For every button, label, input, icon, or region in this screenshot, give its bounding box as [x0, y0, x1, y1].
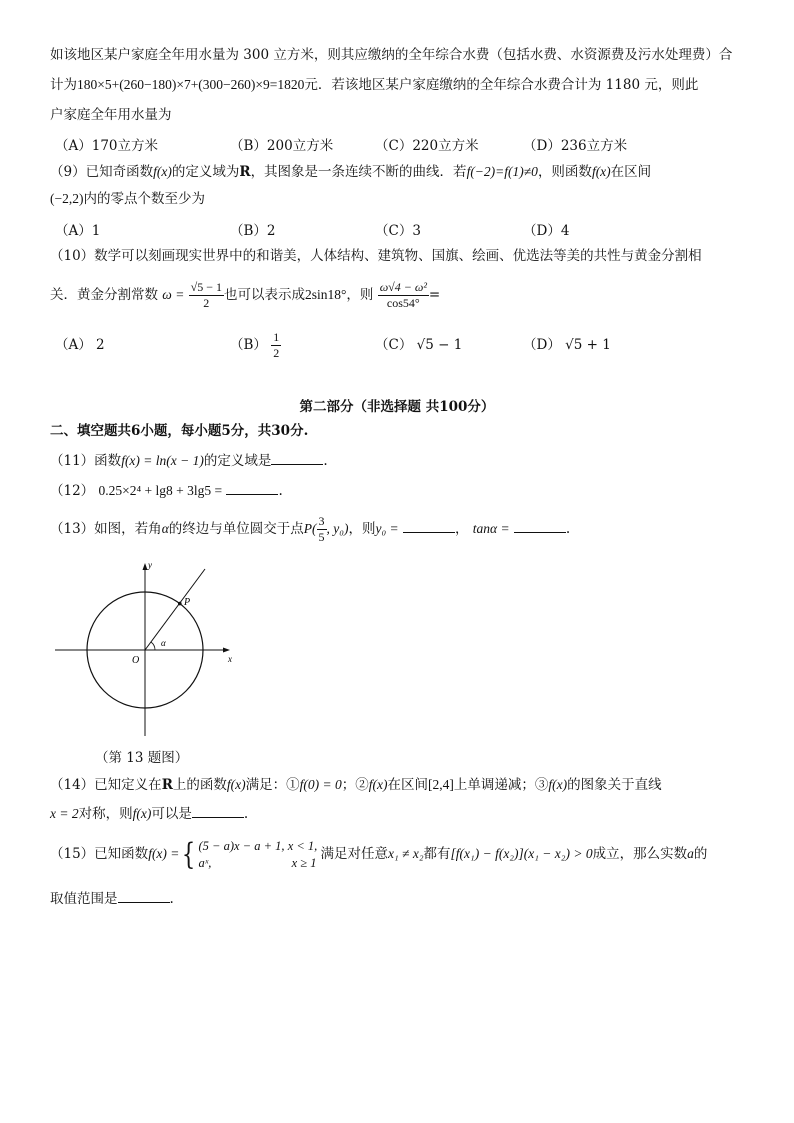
q8-line1: 如该地区某户家庭全年用水量为 300 立方米，则其应缴纳的全年综合水费（包括水费、水资源费及污水处理费）合	[50, 47, 733, 63]
q15-line1: （15）已知函数f(x) ={ (5 − a)x − a + 1, x < 1, aˣ, x ≥ 1 满足对任意x₁ ≠ x₂都有[f(x₁) − f(x₂)](x₁ − x₂) > 0成立，那么实数a的	[50, 836, 708, 872]
q15-answer-blank[interactable]	[118, 890, 170, 903]
q10-option-a[interactable]: （A） 2	[55, 337, 105, 353]
unit-circle-figure	[52, 560, 242, 740]
y-axis-arrow	[143, 563, 148, 570]
q10-option-c[interactable]: （C） √5 − 1	[375, 337, 463, 353]
q8-option-d[interactable]: （D）236立方米	[523, 138, 628, 154]
q10-expression-fraction: $\frac{\text{ω√4 − ω²}}{\cos 54^\circ}$	[379, 280, 427, 310]
q8-line3: 户家庭全年用水量为	[50, 107, 172, 123]
q8-option-a[interactable]: （A）170立方米	[55, 138, 159, 154]
figure-caption: （第 13 题图）	[95, 750, 189, 766]
q12-answer-blank[interactable]	[226, 482, 278, 495]
angle-alpha-label: α	[161, 638, 166, 648]
q14-line2: x = 2对称，则f(x)可以是 .	[50, 806, 249, 822]
q14-answer-blank[interactable]	[192, 805, 244, 818]
q10-line1: （10）数学可以刻画现实世界中的和谐美，人体结构、建筑物、国旗、绘画、优选法等美的共性与黄金分割相	[50, 248, 702, 264]
angle-arc	[151, 642, 155, 650]
q14-line1: （14）已知定义在R上的函数f(x)满足：①f(0) = 0；②f(x)在区间[2,4]上单调递减；③f(x)的图象关于直线	[50, 777, 662, 793]
x-axis-label: x	[228, 654, 232, 664]
q13-tan-blank[interactable]	[514, 520, 566, 533]
golden-ratio-fraction: $\frac{√5 - 1}{2}$	[190, 280, 222, 310]
q9-line2: (−2,2)内的零点个数至少为	[50, 191, 205, 207]
section-heading: 二、填空题共6小题，每小题5分，共30分.	[50, 423, 309, 439]
q11: （11）函数f(x) = ln(x − 1)的定义域是 .	[50, 453, 328, 469]
q9-option-d[interactable]: （D）4	[523, 223, 570, 239]
q10-option-d[interactable]: （D） √5 + 1	[523, 337, 611, 353]
piecewise-brace: {	[182, 836, 196, 872]
q15-line2: 取值范围是 .	[50, 891, 174, 907]
q9-option-b[interactable]: （B）2	[230, 223, 276, 239]
point-p-label: P	[184, 597, 191, 608]
q10-line2: 关．黄金分割常数 ω = $\frac{√5 - 1}{2}$ 也可以表示成2sin18°，则 $\frac{\text{ω√4 − ω²}}{\cos 54^\circ}$ =	[50, 280, 441, 310]
piecewise-function: (5 − a)x − a + 1, x < 1, aˣ, x ≥ 1	[198, 838, 318, 870]
q12: （12） 0.25×2⁴ + lg8 + 3lg5 = .	[50, 483, 283, 499]
q8-line2: 计为180×5+(260−180)×7+(300−260)×9=1820元．若该地区某户家庭缴纳的全年综合水费合计为 1180 元，则此	[50, 77, 699, 93]
point-p	[178, 602, 182, 606]
q13: （13）如图，若角α的终边与单位圆交于点P( $\frac{3}{5}$ , y₀)，则y₀ = ， tanα = .	[50, 514, 571, 544]
q9-line1: （9）已知奇函数f(x)的定义域为R，其图象是一条连续不断的曲线．若f(−2)=f(1)≠0，则函数f(x)在区间	[50, 164, 652, 180]
origin-label: O	[132, 655, 140, 666]
y-axis-label: y	[148, 560, 152, 570]
q11-answer-blank[interactable]	[271, 452, 323, 465]
x-axis-arrow	[223, 648, 230, 653]
q13-y0-blank[interactable]	[403, 520, 455, 533]
q9-option-a[interactable]: （A）1	[55, 223, 101, 239]
q8-formula: 180×5+(260−180)×7+(300−260)×9=1820	[77, 77, 305, 92]
q8-option-c[interactable]: （C）220立方米	[375, 138, 479, 154]
q10-option-b[interactable]: （B） $\frac{1}{2}$	[230, 330, 280, 360]
part2-title: 第二部分（非选择题 共100分）	[299, 399, 495, 415]
q9-option-c[interactable]: （C）3	[375, 223, 421, 239]
terminal-side	[145, 569, 205, 650]
q8-option-b[interactable]: （B）200立方米	[230, 138, 334, 154]
